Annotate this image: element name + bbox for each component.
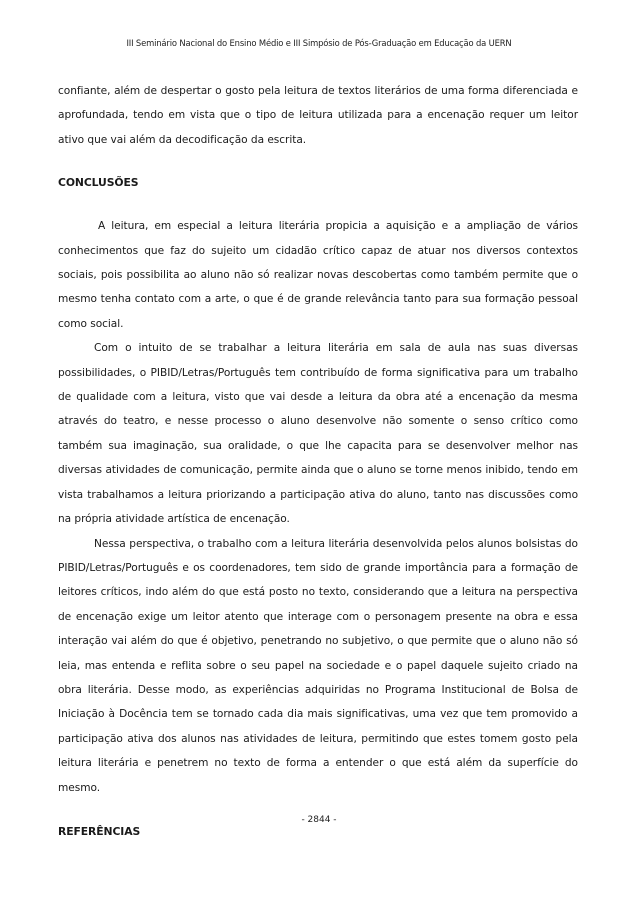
running-header: III Seminário Nacional do Ensino Médio e III Simpósio de Pós-Graduação em Educação da UERN	[126, 38, 512, 48]
conclusions-paragraph-1: A leitura, em especial a leitura literária propicia a aquisição e a ampliação de vários conhecimentos que faz do sujeito um cidadão crítico capaz de atuar nos diversos contextos sociais, pois possibilita ao aluno não só realizar novas descobertas como também permite que o mesmo tenha contato com a arte, o que é de grande relevância tanto para sua formação pessoal como social.	[58, 220, 578, 330]
conclusions-paragraph-3: Nessa perspectiva, o trabalho com a leitura literária desenvolvida pelos alunos bolsistas do PIBID/Letras/Português e os coordenadores, tem sido de grande importância para a formação de leitores críticos, indo além do que está posto no texto, considerando que a leitura na perspectiva de encenação exige um leitor atento que interage com o personagem presente na obra e essa interação vai além do que é objetivo, penetrando no subjetivo, o que permite que o aluno não só leia, mas entenda e reflita sobre o seu papel na sociedade e o papel daquele sujeito criado na obra literária. Desse modo, as experiências adquiridas no Programa Institucional de Bolsa de Iniciação à Docência tem se tornado cada dia mais significativas, uma vez que tem promovido a participação ativa dos alunos nas atividades de leitura, permitindo que estes tomem gosto pela leitura literária e penetrem no texto de forma a entender o que está além da superfície do mesmo.	[58, 537, 578, 794]
conclusions-heading: CONCLUSÕES	[58, 176, 139, 190]
document-body	[58, 79, 578, 844]
page-number: - 2844 -	[301, 815, 337, 825]
conclusions-paragraph-2: Com o intuito de se trabalhar a leitura literária em sala de aula nas suas diversas possibilidades, o PIBID/Letras/Português tem contribuído de forma significativa para um trabalho de qualidade com a leitura, visto que vai desde a leitura da obra até a encenação da mesma através do teatro, e nesse processo o aluno desenvolve não somente o senso crítico como também sua imaginação, sua oralidade, o que lhe capacita para se desenvolver melhor nas diversas atividades de comunicação, permite ainda que o aluno se torne menos inibido, tendo em vista trabalhamos a leitura priorizando a participação ativa do aluno, tanto nas discussões como na própria atividade artística de encenação.	[58, 342, 578, 526]
intro-paragraph: confiante, além de despertar o gosto pela leitura de textos literários de uma forma diferenciada e aprofundada, tendo em vista que o tipo de leitura utilizada para a encenação requer um leitor ativo que vai além da decodificação da escrita.	[58, 85, 578, 146]
references-heading: REFERÊNCIAS	[58, 824, 141, 838]
